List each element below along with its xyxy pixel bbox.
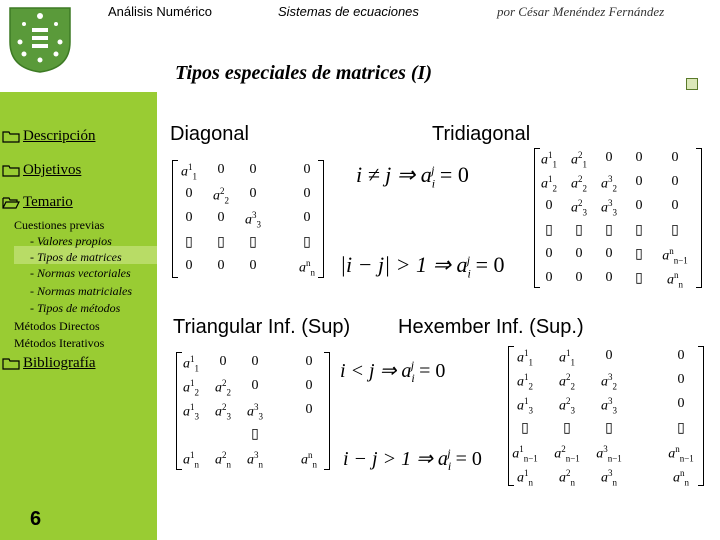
label-hessenberg: Hexember Inf. (Sup.) [398, 316, 584, 338]
page-number: 6 [30, 508, 42, 530]
nav-descripcion[interactable] [2, 128, 95, 145]
label-diagonal: Diagonal [170, 123, 249, 145]
hessenberg-matrix: $a^1_1$ $a^1_1$ 0 0 $a^1_2$ $a^2_2$ $a^3_2$ 0 $a^1_3$ $a^2_3$ $a^3_3$ 0 ▯ ▯ ▯ ▯ $a^1_{n-1}$ $a^2_{n-1}$ $a^3_{n-1}$ $a^n_{n-1}$ $a^1_n$ $a^2_n$ $a^3_n$ $a^n_n$ [508, 346, 704, 488]
formula-diagonal-end: = 0 [434, 162, 469, 187]
formula-triangular: i < j ⇒ $a_i^j = 0$ [340, 358, 446, 385]
triangular-matrix: $a^1_1$ 0 0 0 $a^1_2$ $a^2_2$ 0 0 $a^1_3$ $a^2_3$ $a^3_3$ 0 ▯ $a^1_n$ $a^2_n$ $a^3_n$ $a^n_n$ [176, 352, 330, 472]
header-author: por César Menéndez Fernández [497, 4, 665, 19]
nav-objetivos[interactable] [2, 162, 81, 179]
label-tridiagonal: Tridiagonal [432, 123, 531, 145]
nav-descripcion-label: Descripción [23, 128, 96, 144]
formula-tridiagonal: |i − j| > 1 ⇒ $a_i^j = 0$ [340, 252, 505, 281]
formula-diagonal: i ≠ j ⇒ $a_i^j = 0$ [356, 162, 469, 191]
nav-normas-matriciales[interactable]: - Normas matriciales [30, 284, 132, 298]
folder-icon [2, 164, 20, 177]
folder-icon [2, 357, 20, 370]
nav-tipos-matrices[interactable]: - Tipos de matrices [30, 250, 122, 264]
formula-hessenberg-text: i − j > 1 ⇒ a [343, 448, 448, 470]
slide-title: Tipos especiales de matrices (I) [175, 62, 432, 84]
nav-objetivos-label: Objetivos [23, 162, 82, 178]
tridiagonal-matrix: $a^1_1$ $a^2_1$ 0 0 0 $a^1_2$ $a^2_2$ $a^3_2$ 0 0 0 $a^2_3$ $a^3_3$ 0 0 ▯ ▯ ▯ ▯ ▯ 0 0 0 ▯ $a^n_{n-1}$ 0 0 0 ▯ $a^n_n$ [534, 148, 702, 290]
nav-valores[interactable]: - Valores propios [30, 234, 112, 248]
header-course: Análisis Numérico [108, 4, 213, 19]
top-button-icon[interactable] [686, 78, 698, 90]
university-logo-icon [4, 2, 76, 74]
formula-triangular-end: = 0 [414, 360, 446, 382]
nav-normas-vectoriales[interactable]: - Normas vectoriales [30, 266, 131, 280]
formula-hessenberg: i − j > 1 ⇒ $a_i^j = 0$ [343, 446, 482, 473]
nav-bibliografia-label: Bibliografía [23, 355, 96, 371]
formula-diagonal-text: i ≠ j ⇒ a [356, 162, 432, 187]
formula-tridiagonal-text: |i − j| > 1 ⇒ a [340, 252, 468, 277]
nav-tipos-metodos[interactable]: - Tipos de métodos [30, 301, 121, 315]
nav-metodos-directos[interactable]: Métodos Directos [14, 319, 100, 333]
formula-triangular-text: i < j ⇒ a [340, 360, 412, 382]
diagonal-matrix: $a^1_1$ 0 0 0 0 $a^2_2$ 0 0 0 0 $a^3_3$ 0 ▯ ▯ ▯ ▯ 0 0 0 $a^n_n$ [172, 160, 332, 280]
label-triangular: Triangular Inf. (Sup) [173, 316, 351, 338]
nav-bibliografia[interactable] [2, 355, 95, 372]
nav-metodos-iterativos[interactable]: Métodos Iterativos [14, 336, 105, 350]
nav-temario-label: Temario [23, 194, 73, 210]
sidebar-footer [0, 380, 157, 540]
folder-icon [2, 130, 20, 143]
formula-hessenberg-end: = 0 [450, 448, 482, 470]
formula-tridiagonal-end: = 0 [470, 252, 505, 277]
nav-temario[interactable] [2, 194, 73, 211]
folder-open-icon [2, 196, 20, 209]
header-topic: Sistemas de ecuaciones [278, 4, 419, 19]
nav-cuestiones[interactable]: Cuestiones previas [14, 218, 105, 232]
